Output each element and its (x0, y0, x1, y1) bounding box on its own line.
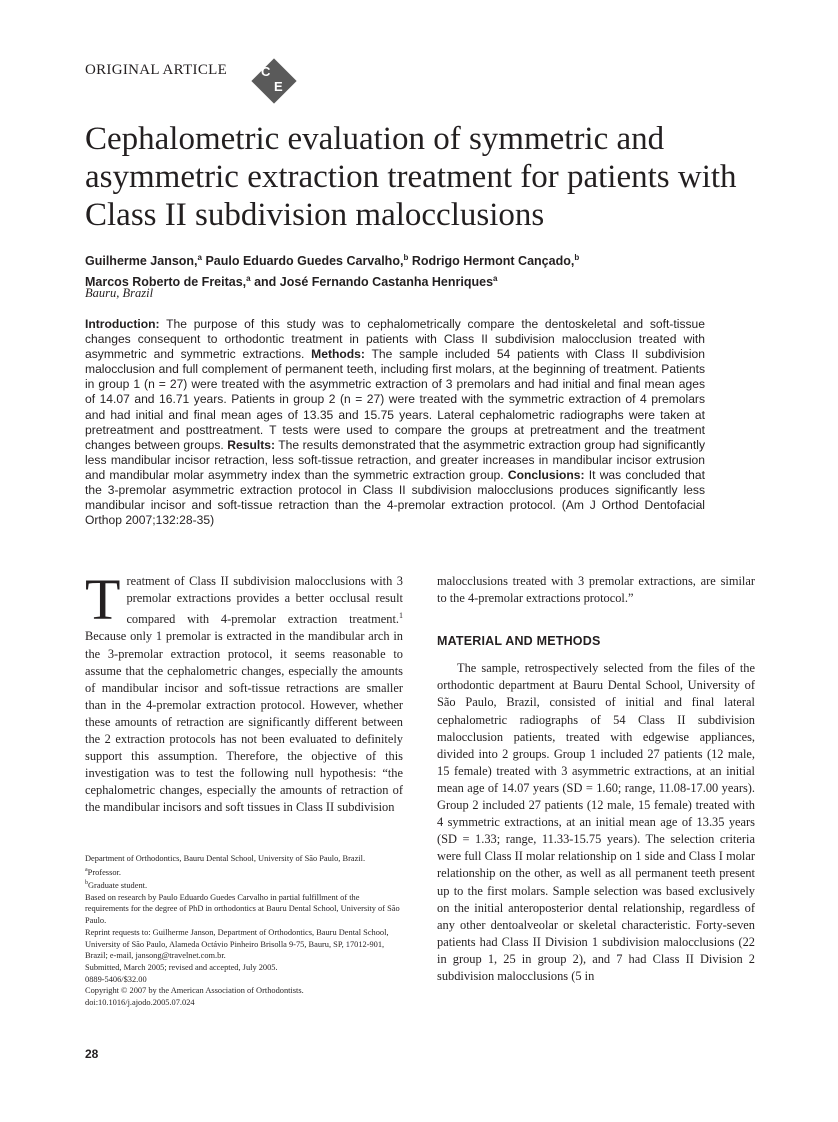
abstract-label: Conclusions: (507, 467, 585, 482)
footnote-mark: a (85, 866, 88, 873)
author-affiliation-mark: b (574, 253, 580, 262)
author-affiliation-mark: a (493, 274, 498, 284)
footnotes (85, 853, 403, 1009)
drop-cap: T (85, 567, 121, 632)
footnote-text: Professor. (87, 867, 121, 877)
footnote-price: 0889-5406/$32.00 (85, 974, 147, 984)
author-name: José Fernando Castanha Henriques (279, 275, 494, 290)
abstract (85, 317, 705, 528)
article-title: Cephalometric evaluation of symmetric and asymmetric extraction treatment for patients with Class II subdivision malocclusions (85, 121, 737, 233)
intro-text-continued: Because only 1 premolar is extracted in the mandibular arch in the 3-premolar extraction protocol, it seems reasonable to assume that the cephalometric changes, especially the amounts of mandibular incisor and soft-tissue retractions are smaller than in the 4-premolar extraction protocol. However, whether these amounts of retraction are significantly different between the 2 extraction protocols has not been evaluated to definitely support this assumption. Therefore, the objective of this investigation was to test the following null hypothesis: “the cephalometric changes, especially the amounts of retraction of the mandibular incisors and soft tissues in Class II subdivision (85, 629, 403, 815)
footnote-text: Graduate student. (88, 881, 148, 890)
abstract-label: Results: (227, 437, 275, 452)
reference-mark: 1 (399, 611, 403, 621)
abstract-text: The results demonstrated that the asymmetric extraction group had significantly less mandibular incisor retraction, less soft-tissue retraction, and greater increases in mandibular incisor extrusion and mandibular molar asymmetry index than the symmetric extraction group. (85, 437, 705, 482)
footnote-doi: doi:10.1016/j.ajodo.2005.07.024 (85, 998, 195, 1008)
section-label: ORIGINAL ARTICLE (85, 62, 228, 78)
footnote-department: Department of Orthodontics, Bauru Dental School, University of São Paulo, Brazil. (85, 854, 366, 863)
intro-text-end: malocclusions treated with 3 premolar extractions, are similar to the 4-premolar extractions protocol.” (437, 574, 755, 606)
abstract-text: The sample included 54 patients with Class II subdivision malocclusion and full complement of permanent teeth, including first molars, at the beginning of treatment. Patients in group 1 (n = 27) were treated with the asymmetric extraction of 3 premolars and had initial and final mean ages of 14.07 and 16.71 years. Patients in group 2 (n = 27) were treated with the symmetric extraction of 4 premolars and had initial and final mean ages of 13.35 and 15.75 years. Lateral cephalometric radiographs were taken at pretreatment and posttreatment. T tests were used to compare the groups at pretreatment and the treatment changes between groups. (85, 347, 705, 452)
badge-letter-e: E (274, 79, 283, 94)
ce-badge-icon (252, 59, 298, 105)
page-number: 28 (85, 1047, 99, 1061)
intro-paragraph (85, 567, 403, 816)
footnote-professor (85, 865, 403, 879)
author-affiliation-mark: a (246, 274, 251, 284)
footnote-copyright: Copyright © 2007 by the American Association of Orthodontists. (85, 986, 304, 996)
footnote-submitted: Submitted, March 2005; revised and accepted, July 2005. (85, 962, 278, 972)
body-column-right (437, 573, 755, 985)
intro-text: reatment of Class II subdivision malocclusions with 3 premolar extractions provides a better occlusal result compared with 4-premolar extraction treatment. (126, 574, 403, 627)
abstract-text: It was concluded that the 3-premolar asymmetric extraction protocol in Class II subdivision malocclusions produces significantly less mandibular incisor and soft-tissue retraction than the 4-premolar extraction protocol. (Am J Orthod Dentofacial Orthop 2007;132:28-35) (85, 467, 705, 528)
author-location: Bauru, Brazil (85, 286, 154, 300)
author-affiliation-mark: a (197, 253, 202, 262)
author-list (85, 249, 765, 291)
footnote-graduate (85, 878, 403, 892)
body-column-left (85, 567, 403, 816)
author-separator: and (250, 275, 280, 290)
footnote-reprint: Reprint requests to: Guilherme Janson, Department of Orthodontics, Bauru Dental School, University of São Paulo, Alameda Octávio Pinheiro Brisolla 9-75, Bauru, SP, 17012-901, Brazil; e-mail, jansong@travelnet.com.br. (85, 927, 389, 961)
badge-letter-c: C (261, 64, 271, 79)
footnote-mark: b (85, 880, 88, 887)
author-name: Marcos Roberto de Freitas, (85, 275, 247, 290)
abstract-label: Introduction: (85, 317, 160, 331)
methods-paragraph: The sample, retrospectively selected from the files of the orthodontic department at Bauru Dental School, University of São Paulo, Brazil, consisted of initial and final lateral cephalometric radiographs of 54 Class II subdivision malocclusion patients, treated with edgewise appliances, divided into 2 groups. Group 1 included 27 patients (12 male, 15 female) treated with 3 asymmetric extractions, at an initial mean age of 14.07 years (SD = 1.60; range, 11.08-17.00 years). Group 2 included 27 patients (12 male, 15 female) treated with 4 symmetric extractions, at an initial mean age of 13.35 years (SD = 1.33; range, 11.33-15.75 years). The selection criteria were full Class II molar relationship on 1 side and Class I molar relationship on the other, as well as all permanent teeth present up to the first molars. Sample selection was based exclusively on the initial anteroposterior dental relationship, regardless of any other dentoalveolar or skeletal characteristic. Forty-seven patients had Class II Division 1 subdivision malocclusions (22 in group 1, 25 in group 2), and 7 had Class II Division 2 subdivision malocclusions (5 in (437, 661, 755, 983)
footnote-research: Based on research by Paulo Eduardo Guedes Carvalho in partial fulfillment of the requirements for the degree of PhD in orthodontics at Bauru Dental School, University of São Paulo. (85, 892, 400, 926)
abstract-label: Methods: (311, 347, 365, 362)
author-affiliation-mark: b (403, 253, 409, 262)
methods-heading: MATERIAL AND METHODS (437, 634, 601, 649)
abstract-text: The purpose of this study was to cephalometrically compare the dentoskeletal and soft-tissue changes consequent to orthodontic treatment in patients with Class II subdivision malocclusion treated with asymmetric and symmetric extractions. (85, 317, 705, 362)
author-name: Paulo Eduardo Guedes Carvalho, (205, 254, 404, 269)
author-name: Rodrigo Hermont Cançado, (411, 254, 575, 269)
author-name: Guilherme Janson, (85, 254, 198, 269)
